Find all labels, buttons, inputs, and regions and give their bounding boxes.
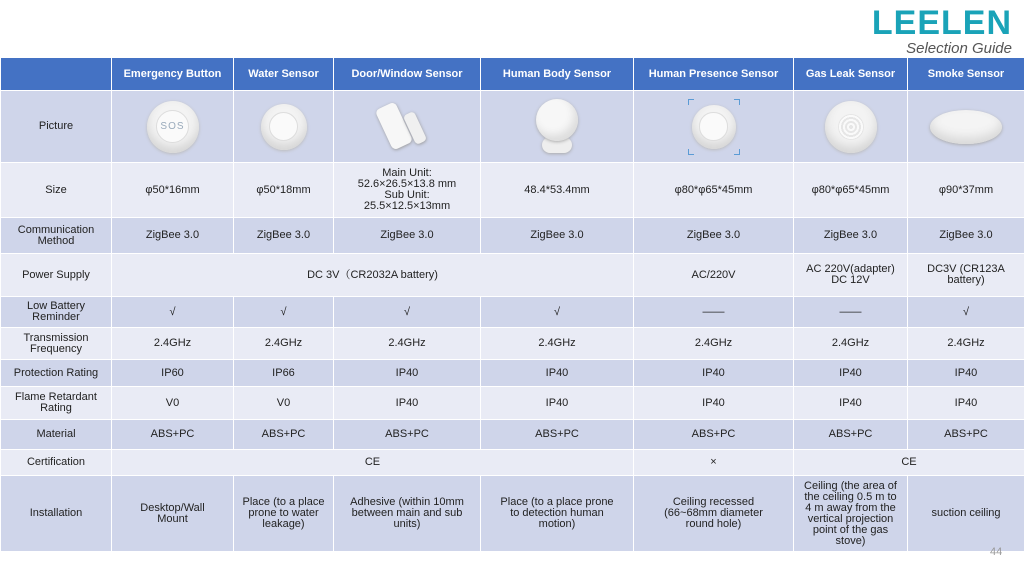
row-label: Communication Method [1,218,112,254]
certification-cell-merged: CE [112,450,634,476]
certification-cell-merged: CE [794,450,1024,476]
frequency-cell: 2.4GHz [634,328,794,360]
size-cell: Main Unit: 52.6×26.5×13.8 mm Sub Unit: 25.5×12.5×13mm [334,163,481,218]
row-power [1,254,1024,297]
row-label: Certification [1,450,112,476]
row-low-battery [1,297,1024,328]
power-cell: AC/220V [634,254,794,297]
size-cell: 48.4*53.4mm [481,163,634,218]
row-installation [1,476,1024,552]
size-cell: φ50*18mm [234,163,334,218]
communication-cell: ZigBee 3.0 [908,218,1024,254]
frequency-cell: 2.4GHz [234,328,334,360]
row-communication [1,218,1024,254]
col-header: Door/Window Sensor [334,58,481,91]
communication-cell: ZigBee 3.0 [794,218,908,254]
protection-cell: IP40 [908,360,1024,387]
power-cell: AC 220V(adapter) DC 12V [794,254,908,297]
material-cell: ABS+PC [908,420,1024,450]
row-size [1,163,1024,218]
picture-cell [634,91,794,163]
picture-cell [794,91,908,163]
picture-cell [334,91,481,163]
col-header: Smoke Sensor [908,58,1024,91]
row-label: Power Supply [1,254,112,297]
human-body-sensor-image [534,99,580,155]
human-presence-sensor-image [684,97,744,157]
water-sensor-image [261,104,307,150]
row-protection [1,360,1024,387]
col-header: Water Sensor [234,58,334,91]
power-cell: DC3V (CR123A battery) [908,254,1024,297]
row-label: Low Battery Reminder [1,297,112,328]
size-cell: φ90*37mm [908,163,1024,218]
col-header: Human Presence Sensor [634,58,794,91]
low-battery-cell: √ [112,297,234,328]
row-label: Flame Retardant Rating [1,387,112,420]
door-window-sensor-image [379,102,435,152]
flame-cell: IP40 [794,387,908,420]
size-cell: φ80*φ65*45mm [634,163,794,218]
low-battery-cell: √ [908,297,1024,328]
installation-cell: Ceiling recessed (66~68mm diameter round hole) [634,476,794,552]
protection-cell: IP60 [112,360,234,387]
col-header: Gas Leak Sensor [794,58,908,91]
communication-cell: ZigBee 3.0 [634,218,794,254]
header-corner [1,58,112,91]
selection-table [0,57,1024,552]
material-cell: ABS+PC [234,420,334,450]
frequency-cell: 2.4GHz [908,328,1024,360]
installation-cell: Place (to a place prone to detection human motion) [481,476,634,552]
low-battery-cell: √ [334,297,481,328]
flame-cell: V0 [234,387,334,420]
picture-cell [112,91,234,163]
smoke-sensor-image [930,110,1002,144]
brand-logo [871,4,1018,57]
low-battery-cell: —— [794,297,908,328]
row-label: Material [1,420,112,450]
size-cell: φ80*φ65*45mm [794,163,908,218]
row-flame [1,387,1024,420]
picture-cell [908,91,1024,163]
protection-cell: IP40 [794,360,908,387]
emergency-button-image [147,101,199,153]
row-material [1,420,1024,450]
protection-cell: IP66 [234,360,334,387]
protection-cell: IP40 [481,360,634,387]
flame-cell: IP40 [634,387,794,420]
page-number: 44 [990,546,1003,558]
protection-cell: IP40 [334,360,481,387]
material-cell: ABS+PC [794,420,908,450]
material-cell: ABS+PC [112,420,234,450]
row-label: Installation [1,476,112,552]
low-battery-cell: —— [634,297,794,328]
header-row [1,58,1024,91]
picture-cell [481,91,634,163]
frequency-cell: 2.4GHz [112,328,234,360]
installation-cell: Desktop/Wall Mount [112,476,234,552]
power-cell-merged: DC 3V（CR2032A battery) [112,254,634,297]
frequency-cell: 2.4GHz [334,328,481,360]
installation-cell: suction ceiling [908,476,1024,552]
material-cell: ABS+PC [334,420,481,450]
flame-cell: IP40 [908,387,1024,420]
flame-cell: IP40 [481,387,634,420]
material-cell: ABS+PC [634,420,794,450]
col-header: Emergency Button [112,58,234,91]
row-frequency [1,328,1024,360]
communication-cell: ZigBee 3.0 [334,218,481,254]
flame-cell: IP40 [334,387,481,420]
frequency-cell: 2.4GHz [794,328,908,360]
col-header: Human Body Sensor [481,58,634,91]
brand-subtitle: Selection Guide [906,40,1012,57]
communication-cell: ZigBee 3.0 [481,218,634,254]
communication-cell: ZigBee 3.0 [234,218,334,254]
flame-cell: V0 [112,387,234,420]
row-label: Picture [1,91,112,163]
row-label: Size [1,163,112,218]
low-battery-cell: √ [481,297,634,328]
size-cell: φ50*16mm [112,163,234,218]
material-cell: ABS+PC [481,420,634,450]
installation-cell: Ceiling (the area of the ceiling 0.5 m to 4 m away from the vertical projection point of the gas stove) [794,476,908,552]
certification-cell: × [634,450,794,476]
row-picture [1,91,1024,163]
row-certification [1,450,1024,476]
low-battery-cell: √ [234,297,334,328]
brand-name: LEELEN [871,4,1012,42]
row-label: Transmission Frequency [1,328,112,360]
sos-label: SOS [160,120,185,132]
protection-cell: IP40 [634,360,794,387]
row-label: Protection Rating [1,360,112,387]
installation-cell: Place (to a place prone to water leakage) [234,476,334,552]
picture-cell [234,91,334,163]
installation-cell: Adhesive (within 10mm between main and sub units) [334,476,481,552]
communication-cell: ZigBee 3.0 [112,218,234,254]
frequency-cell: 2.4GHz [481,328,634,360]
gas-leak-sensor-image [825,101,877,153]
